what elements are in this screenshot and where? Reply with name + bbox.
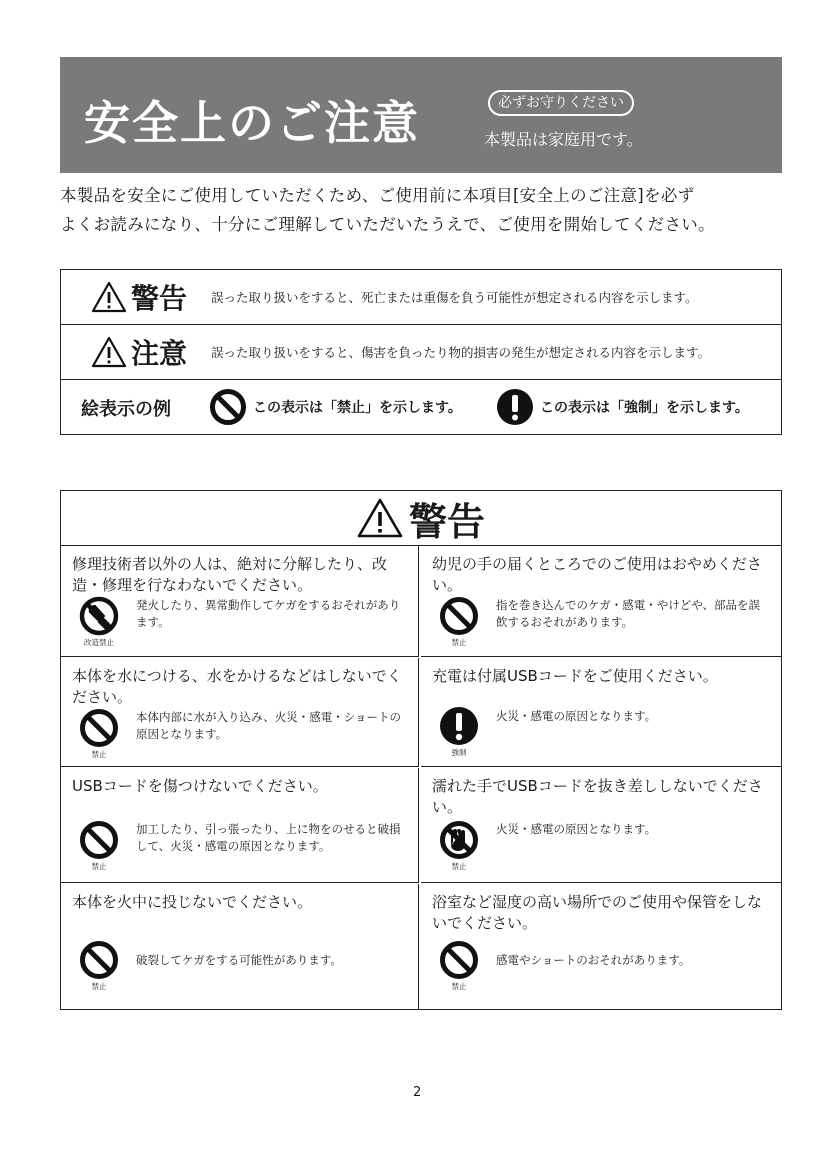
- prohibition-icon: [79, 940, 119, 992]
- warning-item-text: 感電やショートのおそれがあります。: [496, 953, 691, 967]
- icon-caption: 禁止: [451, 638, 467, 647]
- icon-caption: 禁止: [91, 750, 107, 759]
- mandatory-example: [496, 388, 749, 426]
- warning-item: [61, 768, 419, 883]
- symbol-legend-table: [60, 269, 782, 435]
- legend-row-warning: [61, 270, 781, 325]
- warning-triangle-icon: [357, 498, 403, 538]
- legend-warning-heading: [91, 278, 187, 316]
- warning-item-text: 指を巻き込んでのケガ・感電・やけどや、部品を誤飲するおそれがあります。: [496, 598, 761, 629]
- intro-line: よくお読みになり、十分にご理解していただいたうえで、ご使用を開始してください。: [60, 215, 715, 234]
- warning-section: [60, 490, 782, 1010]
- warning-item: [61, 546, 419, 657]
- icon-caption: 禁止: [91, 982, 107, 991]
- legend-row-caution: [61, 325, 781, 380]
- warning-item-title: 充電は付属USBコードをご使用ください。: [432, 667, 718, 685]
- must-follow-badge: 必ずお守りください: [488, 90, 634, 116]
- icon-caption: 強制: [451, 748, 467, 757]
- warning-item-title: 本体を水につける、水をかけるなどはしないでください。: [72, 667, 402, 706]
- legend-warning-label: 警告: [131, 282, 188, 315]
- prohibition-icon: [79, 708, 119, 760]
- icon-caption: 禁止: [91, 862, 107, 871]
- icon-caption: 改造禁止: [84, 638, 114, 647]
- warning-item-text: 加工したり、引っ張ったり、上に物をのせると破損して、火災・感電の原因となります。: [136, 822, 401, 853]
- intro-paragraph: [60, 181, 784, 239]
- icon-caption: 禁止: [451, 862, 467, 871]
- mandatory-icon: [496, 388, 534, 426]
- warning-item-title: 本体を火中に投じないでください。: [72, 893, 313, 911]
- warning-item-text: 火災・感電の原因となります。: [496, 709, 657, 723]
- warning-item: [421, 884, 781, 1009]
- warning-triangle-icon: [91, 336, 127, 368]
- legend-examples-label: 絵表示の例: [81, 399, 171, 420]
- warning-item-title: 浴室など湿度の高い場所でのご使用や保管をしないでください。: [432, 893, 763, 932]
- prohibition-icon: [79, 820, 119, 872]
- warning-triangle-icon: [91, 281, 127, 313]
- mandatory-example-text: この表示は「強制」を示します。: [540, 400, 749, 416]
- household-use-note: 本製品は家庭用です。: [484, 130, 643, 149]
- prohibit-example: [209, 388, 462, 426]
- prohibition-icon: [209, 388, 247, 426]
- warning-section-heading: [61, 491, 781, 546]
- page-number: 2: [413, 1085, 422, 1100]
- warning-item-title: 幼児の手の届くところでのご使用はおやめください。: [432, 555, 762, 594]
- prohibition-icon: [439, 940, 479, 992]
- warning-item-text: 発火したり、異常動作してケガをするおそれがあります。: [136, 598, 401, 629]
- warning-section-title: 警告: [408, 499, 485, 544]
- no-wet-hands-icon: [439, 820, 479, 872]
- warning-item-title: USBコードを傷つけないでください。: [72, 777, 328, 795]
- warning-item-title: 修理技術者以外の人は、絶対に分解したり、改造・修理を行なわないでください。: [72, 555, 388, 594]
- prohibit-example-text: この表示は「禁止」を示します。: [253, 400, 462, 416]
- legend-row-examples: [61, 380, 781, 434]
- warning-item-text: 本体内部に水が入り込み、火災・感電・ショートの原因となります。: [136, 710, 401, 741]
- header-banner: [60, 57, 782, 173]
- page-title: 安全上のご注意: [84, 96, 420, 150]
- legend-caution-description: 誤った取り扱いをすると、傷害を負ったり物的損害の発生が想定される内容を示します。: [211, 345, 711, 360]
- warning-item-text: 火災・感電の原因となります。: [496, 822, 657, 836]
- icon-caption: 禁止: [451, 982, 467, 991]
- warning-item: [421, 658, 781, 767]
- intro-line: 本製品を安全にご使用していただくため、ご使用前に本項目[安全上のご注意]を必ず: [60, 186, 695, 205]
- warning-item-text: 破裂してケガをする可能性があります。: [136, 953, 342, 967]
- legend-caution-label: 注意: [131, 337, 188, 370]
- no-disassembly-icon: [79, 596, 119, 648]
- warning-item: [421, 768, 781, 883]
- legend-warning-description: 誤った取り扱いをすると、死亡または重傷を負う可能性が想定される内容を示します。: [211, 290, 698, 305]
- prohibition-icon: [439, 596, 479, 648]
- legend-caution-heading: [91, 333, 187, 371]
- warning-item: [61, 658, 419, 767]
- warning-item: [61, 884, 419, 1009]
- warning-item-title: 濡れた手でUSBコードを抜き差ししないでください。: [432, 777, 763, 816]
- warning-item: [421, 546, 781, 657]
- mandatory-icon: [439, 706, 479, 758]
